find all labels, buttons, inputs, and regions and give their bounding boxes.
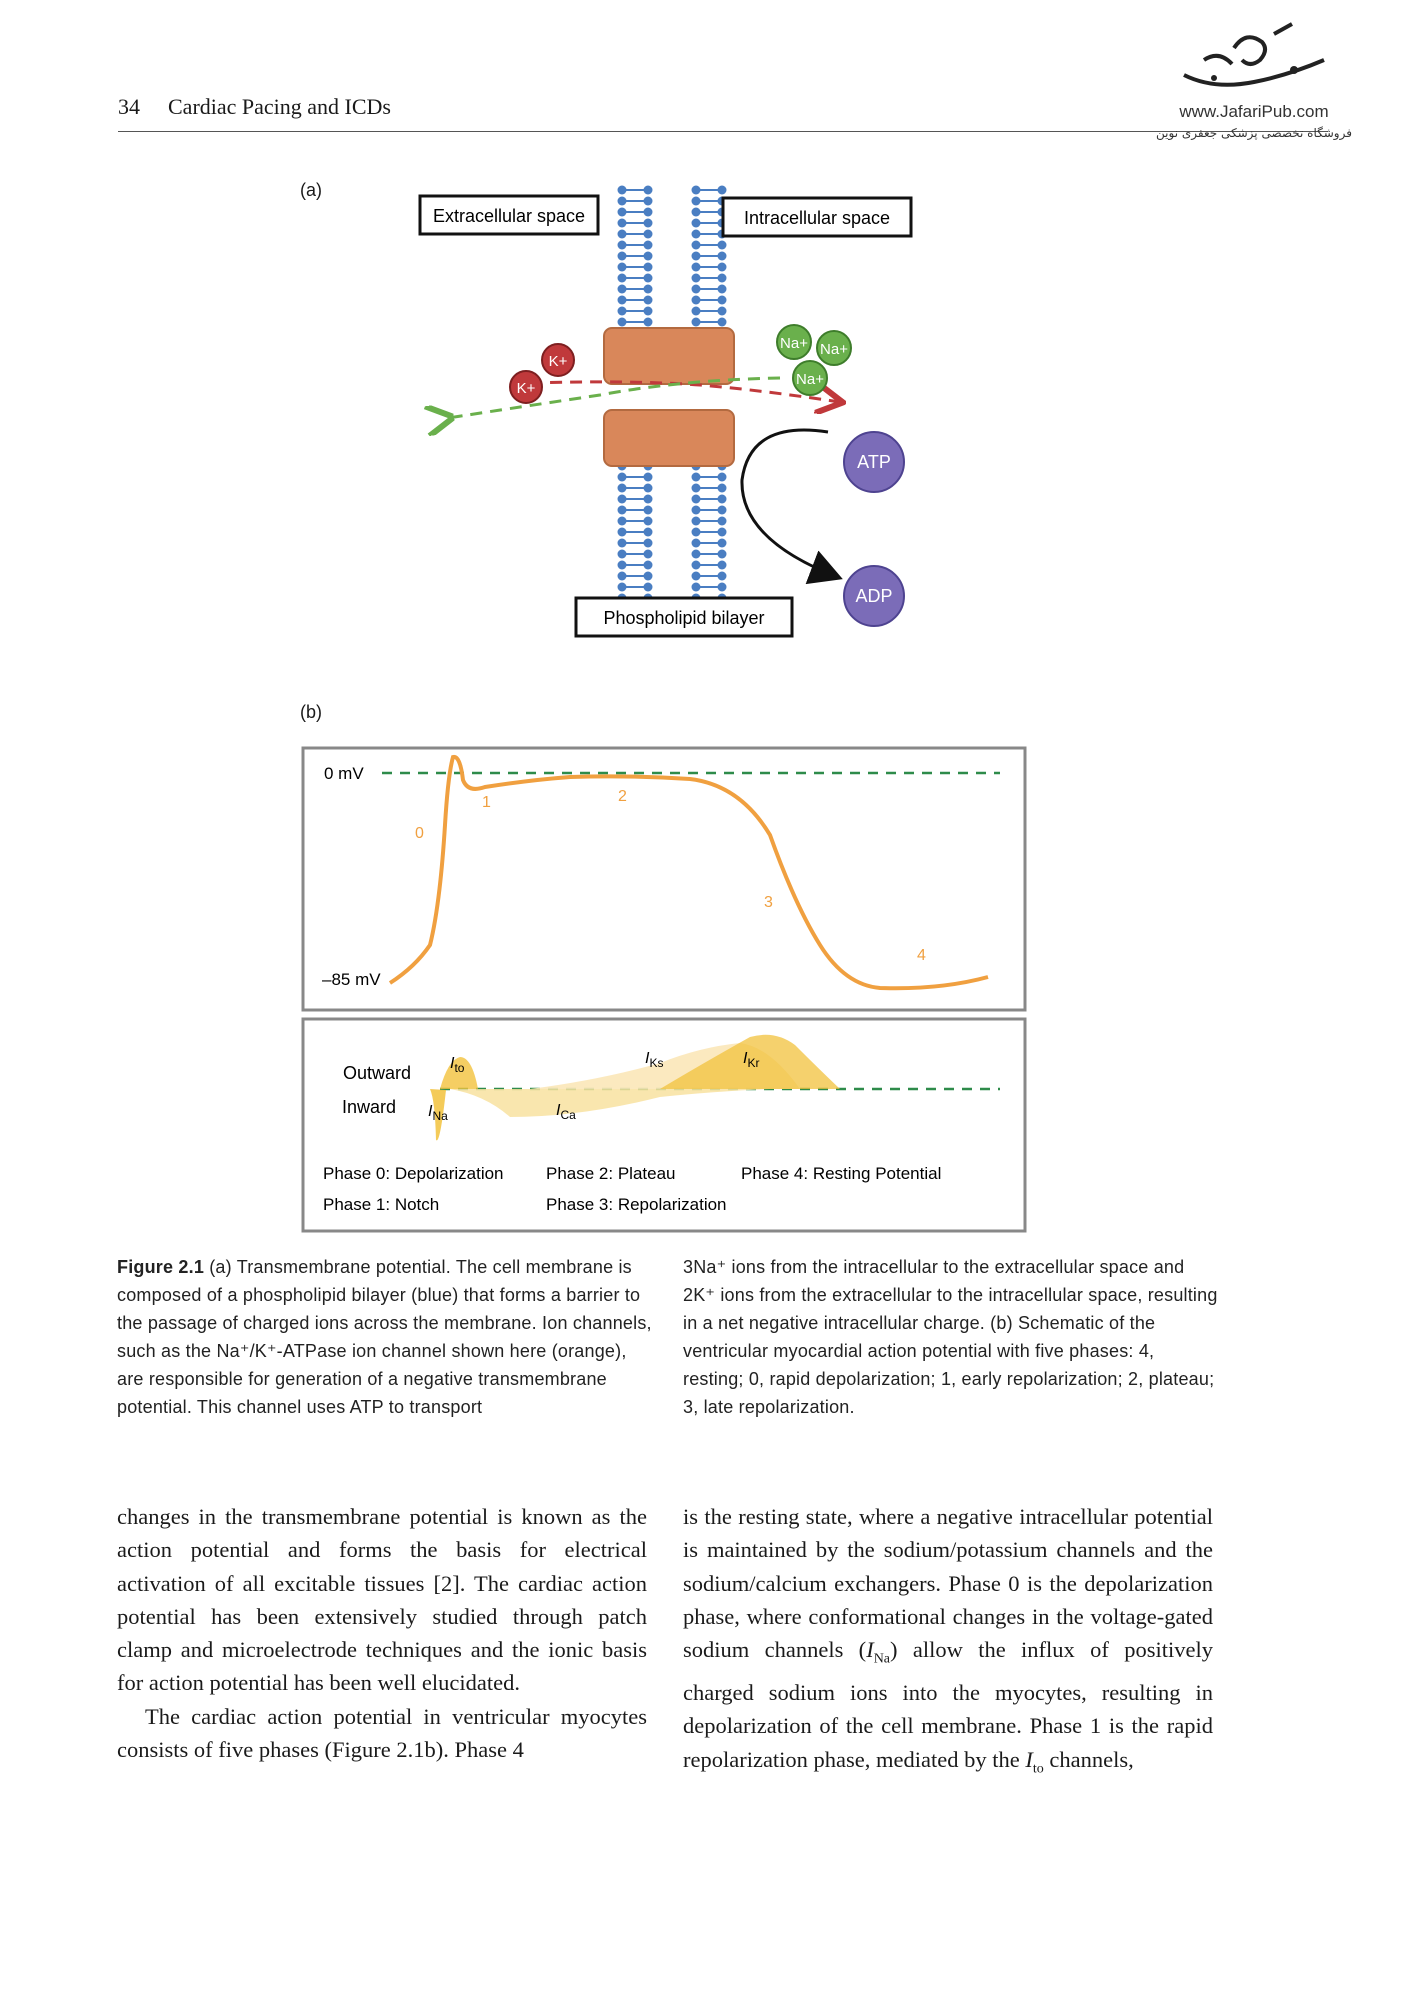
lipid-head [718,528,727,537]
label-0mv: 0 mV [324,764,364,783]
phase-label-3: 3 [764,894,773,911]
caption-text-left: (a) Transmembrane potential. The cell membrane is composed of a phospholipid bilayer (blue) that forms a barrier to the passage of charged ions across the membrane. Ion channels, such as the Na⁺/K⁺-ATPase ion channel shown here (orange), are responsible for generation of a negative transmembrane potential. This channel uses ATP to transport [117,1257,652,1417]
atp-to-adp-arrow [742,430,840,578]
lipid-head [692,550,701,559]
lipid-head [618,539,627,548]
lipid-head [644,473,653,482]
lipid-head [644,572,653,581]
na-ion-label-2: Na+ [820,341,848,358]
lipid-head [644,561,653,570]
lipid-head [644,307,653,316]
lipid-head [718,285,727,294]
lipid-head [644,230,653,239]
lipid-head [692,495,701,504]
lipid-head [692,197,701,206]
figure-a-label: (a) [300,180,322,200]
bilayer-label: Phospholipid bilayer [603,608,765,628]
lipid-head [718,307,727,316]
paragraph: is the resting state, where a negative intracellular potential is maintained by the sodium/potassium channels and the sodium/calcium exchangers. Phase 0 is the depolarization phase, where conformational changes in the voltage-gated sodium channels $(I_{Na})$ allow the influx of positively charged sodium ions into the myocytes, resulting in depolarization of the cell membrane. Phase 1 is the rapid repolarization phase, mediated by the $I_{to}$ channels, [683,1504,1213,1777]
lipid-head [618,252,627,261]
lipid-head [692,484,701,493]
lipid-head [718,296,727,305]
lipid-head [692,517,701,526]
phase-label-1: 1 [482,794,491,811]
lipid-head [692,186,701,195]
lipid-head [644,186,653,195]
outward-label: Outward [343,1063,412,1083]
caption-text-right: 3Na⁺ ions from the intracellular to the extracellular space and 2K⁺ ions from the extracellular to the intracellular space, resulting in a net negative intracellular charge. (b) Schematic of the ventricular myocardial action potential with five phases: 4, resting; 0, rapid depolarization; 1, early repolarization; 2, plateau; 3, late repolarization. [683,1257,1218,1417]
phase-label-2: 2 [618,788,627,805]
channel-upper [604,328,734,384]
lipid-head [618,230,627,239]
lipid-head [718,572,727,581]
lipid-head [618,274,627,283]
lipid-head [692,539,701,548]
lipid-head [618,208,627,217]
lipid-head [618,285,627,294]
lipid-head [718,274,727,283]
lipid-head [618,263,627,272]
lipid-head [618,484,627,493]
k-ion-label-2: K+ [516,380,536,397]
lipid-head [692,561,701,570]
extracellular-label: Extracellular space [432,206,586,226]
lipid-head [718,484,727,493]
legend-phase-2: Phase 2: Plateau [546,1164,676,1183]
lipid-head [618,583,627,592]
lipid-head [692,263,701,272]
lipid-head [718,495,727,504]
lipid-head [618,186,627,195]
lipid-head [718,583,727,592]
lipid-head [618,495,627,504]
lipid-head [618,318,627,327]
publisher-logo-mark [1174,20,1334,102]
phospholipid-bilayer [618,186,727,603]
lipid-head [618,550,627,559]
action-potential-panel [303,748,1025,1010]
figure-b-label: (b) [300,702,322,722]
na-ion-label-3: Na+ [796,371,824,388]
lipid-head [692,572,701,581]
lipid-head [692,506,701,515]
lipid-head [644,484,653,493]
lipid-head [692,219,701,228]
lipid-head [718,539,727,548]
label-85mv: –85 mV [322,970,381,989]
lipid-head [644,539,653,548]
current-ina-label: $I_{Na}$ [428,1103,448,1123]
running-title: Cardiac Pacing and ICDs [168,94,391,119]
lipid-head [692,473,701,482]
lipid-head [644,274,653,283]
lipid-head [692,318,701,327]
lipid-head [692,274,701,283]
adp-label: ADP [855,586,893,606]
legend-phase-3: Phase 3: Repolarization [546,1195,727,1214]
lipid-head [618,307,627,316]
lipid-head [644,219,653,228]
lipid-head [692,285,701,294]
legend-phase-1: Phase 1: Notch [323,1195,440,1214]
lipid-head [718,550,727,559]
lipid-head [644,318,653,327]
lipid-head [692,252,701,261]
caption-label: Figure 2.1 [117,1257,205,1277]
channel-lower [604,410,734,466]
page-number: 34 [118,94,140,119]
lipid-head [692,296,701,305]
figure-b [300,745,1040,1235]
lipid-head [644,506,653,515]
lipid-head [718,517,727,526]
inward-label: Inward [342,1097,397,1117]
current-ica-label: $I_{Ca}$ [556,1102,576,1122]
lipid-head [644,241,653,250]
logo-tagline: فروشگاه تخصصی پزشکی جعفری نوین [1156,126,1352,140]
lipid-head [618,241,627,250]
lipid-head [718,241,727,250]
lipid-head [692,307,701,316]
lipid-head [644,197,653,206]
lipid-head [644,550,653,559]
lipid-head [692,208,701,217]
paragraph: The cardiac action potential in ventricular myocytes consists of five phases (Figure 2.1b). Phase 4 [117,1703,647,1763]
figure-caption-right [683,1253,1218,1421]
atp-label: ATP [857,452,891,472]
lipid-head [618,561,627,570]
lipid-head [718,561,727,570]
lipid-head [718,318,727,327]
lipid-head [618,528,627,537]
lipid-head [618,197,627,206]
lipid-head [618,296,627,305]
figure-caption-left [117,1253,652,1421]
lipid-head [718,186,727,195]
current-ito-label: $I_{to}$ [450,1055,465,1075]
lipid-head [692,583,701,592]
lipid-head [718,506,727,515]
lipid-head [644,263,653,272]
current-ikr-label: $I_{Kr}$ [743,1050,760,1070]
lipid-head [644,285,653,294]
k-ion-label-1: K+ [548,353,568,370]
lipid-head [618,506,627,515]
lipid-head [718,263,727,272]
paragraph: changes in the transmembrane potential is known as the action potential and forms the basis for electrical activation of all excitable tissues [2]. The cardiac action potential has been extensively studied through patch clamp and microelectrode techniques and the ionic basis for action potential has been well elucidated. [117,1504,647,1696]
body-column-right [683,1500,1213,1785]
lipid-head [618,219,627,228]
lipid-head [718,252,727,261]
lipid-head [692,241,701,250]
lipid-head [692,230,701,239]
phase-label-0: 0 [415,825,424,842]
phase-label-4: 4 [917,947,926,964]
lipid-head [644,296,653,305]
lipid-head [692,528,701,537]
lipid-head [644,208,653,217]
lipid-head [618,572,627,581]
lipid-head [644,252,653,261]
figure-a [300,180,960,660]
current-iks-label: $I_{Ks}$ [645,1050,664,1070]
lipid-head [644,517,653,526]
legend-phase-4: Phase 4: Resting Potential [741,1164,942,1183]
logo-url: www.JafariPub.com [1179,102,1329,121]
legend-phase-0: Phase 0: Depolarization [323,1164,504,1183]
body-column-left [117,1500,647,1766]
na-ion-label-1: Na+ [780,335,808,352]
lipid-head [644,495,653,504]
publisher-logo [1138,20,1370,160]
lipid-head [618,517,627,526]
intracellular-label: Intracellular space [743,208,891,228]
lipid-head [644,528,653,537]
lipid-head [618,473,627,482]
lipid-head [718,473,727,482]
lipid-head [644,583,653,592]
